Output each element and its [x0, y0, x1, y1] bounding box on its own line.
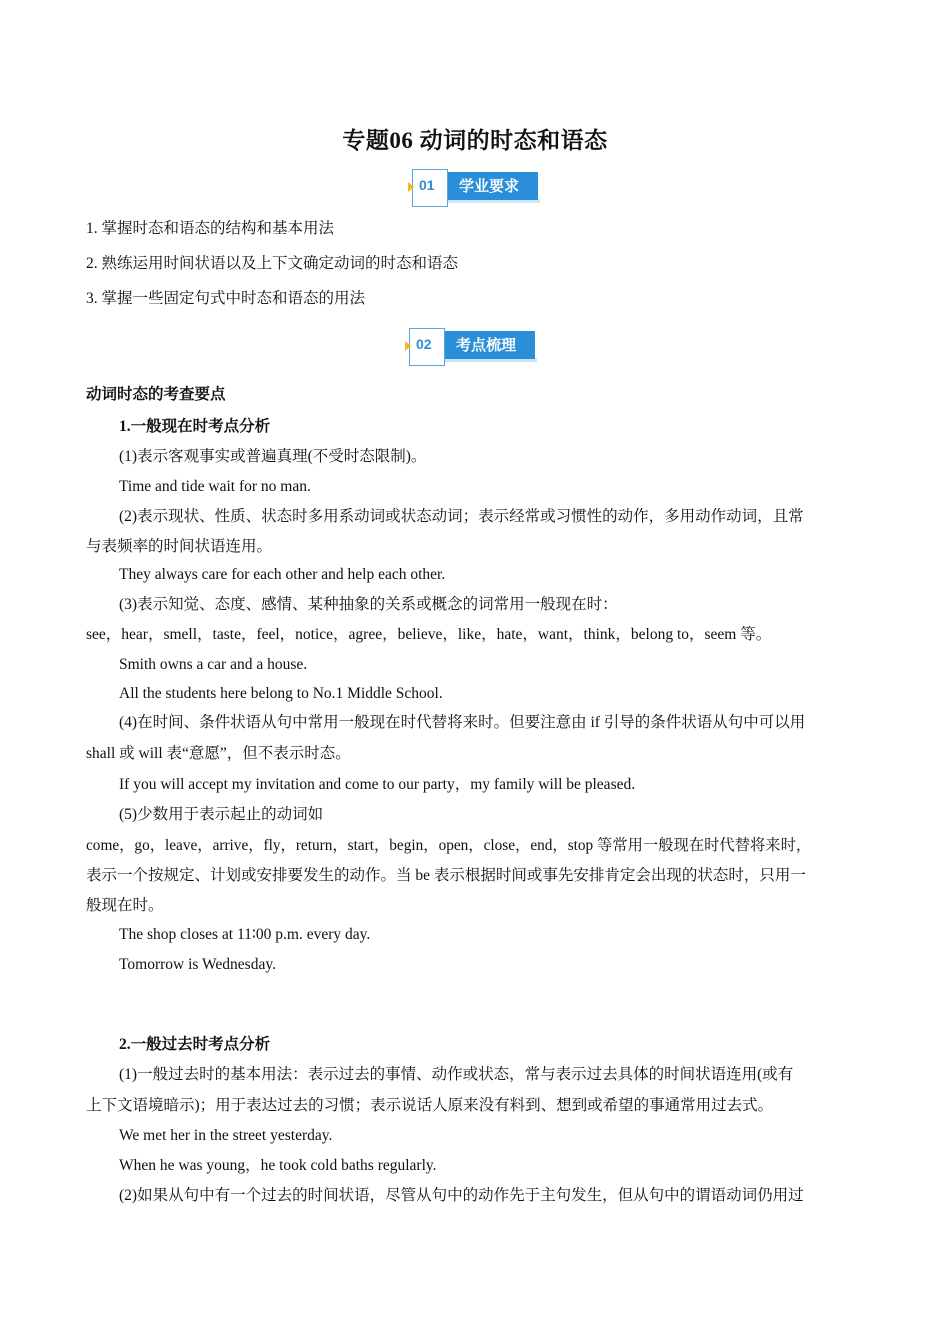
requirement-item: 2. 熟练运用时间状语以及上下文确定动词的时态和语态: [86, 255, 459, 272]
paragraph-line: (4)在时间、条件状语从句中常用一般现在时代替将来时。但要注意由 if 引导的条件状语从句中可以用: [119, 714, 806, 731]
paragraph-line: (5)少数用于表示起止的动词如: [119, 806, 324, 823]
paragraph-line: 上下文语境暗示)；用于表达过去的习惯；表示说话人原来没有料到、想到或希望的事通常用过去式。: [86, 1097, 774, 1114]
example-sentence: Time and tide wait for no man.: [119, 478, 311, 495]
section-badge-01: [412, 169, 542, 207]
example-sentence: The shop closes at 11∶00 p.m. every day.: [119, 926, 371, 943]
example-sentence: They always care for each other and help each other.: [119, 566, 446, 583]
subsection-heading: 2.一般过去时考点分析: [119, 1036, 271, 1053]
requirement-item: 1. 掌握时态和语态的结构和基本用法: [86, 220, 335, 237]
requirement-item: 3. 掌握一些固定句式中时态和语态的用法: [86, 290, 366, 307]
paragraph-line: shall 或 will 表“意愿”，但不表示时态。: [86, 745, 351, 762]
paragraph-line: (1)表示客观事实或普遍真理(不受时态限制)。: [119, 448, 427, 465]
section-heading: 动词时态的考查要点: [86, 386, 226, 403]
paragraph-line: (2)表示现状、性质、状态时多用系动词或状态动词；表示经常或习惯性的动作，多用动作动词，且常: [119, 508, 804, 525]
paragraph-line: (2)如果从句中有一个过去的时间状语，尽管从句中的动作先于主句发生，但从句中的谓语动词仍用过: [119, 1187, 804, 1204]
paragraph-line: 表示一个按规定、计划或安排要发生的动作。当 be 表示根据时间或事先安排肯定会出现的状态时，只用一: [86, 867, 806, 884]
paragraph-line: 与表频率的时间状语连用。: [86, 538, 273, 555]
paragraph-line: (3)表示知觉、态度、感情、某种抽象的关系或概念的词常用一般现在时：: [119, 596, 618, 613]
section-badge-02: [409, 328, 539, 366]
example-sentence: We met her in the street yesterday.: [119, 1127, 333, 1144]
arrow-icon: [408, 182, 414, 192]
paragraph-line: come，go，leave，arrive，fly，return，start，begin，open，close，end，stop 等常用一般现在时代替将来时，: [86, 837, 812, 854]
page-title: 专题06 动词的时态和语态: [342, 128, 608, 153]
paragraph-line: (1)一般过去时的基本用法：表示过去的事情、动作或状态，常与表示过去具体的时间状语连用(或有: [119, 1066, 794, 1083]
example-sentence: All the students here belong to No.1 Middle School.: [119, 685, 443, 702]
paragraph-line: 般现在时。: [86, 897, 164, 914]
paragraph-line: see，hear，smell，taste，feel，notice，agree，believe，like，hate，want，think，belong to，seem 等。: [86, 626, 772, 643]
example-sentence: If you will accept my invitation and come to our party，my family will be pleased.: [119, 776, 636, 793]
arrow-icon: [405, 341, 411, 351]
example-sentence: Tomorrow is Wednesday.: [119, 956, 276, 973]
subsection-heading: 1.一般现在时考点分析: [119, 418, 271, 435]
badge-label: 学业要求: [428, 172, 538, 200]
badge-number: 01: [419, 177, 435, 193]
example-sentence: When he was young，he took cold baths regularly.: [119, 1157, 437, 1174]
badge-number: 02: [416, 336, 432, 352]
badge-label: 考点梳理: [425, 331, 535, 359]
example-sentence: Smith owns a car and a house.: [119, 656, 308, 673]
